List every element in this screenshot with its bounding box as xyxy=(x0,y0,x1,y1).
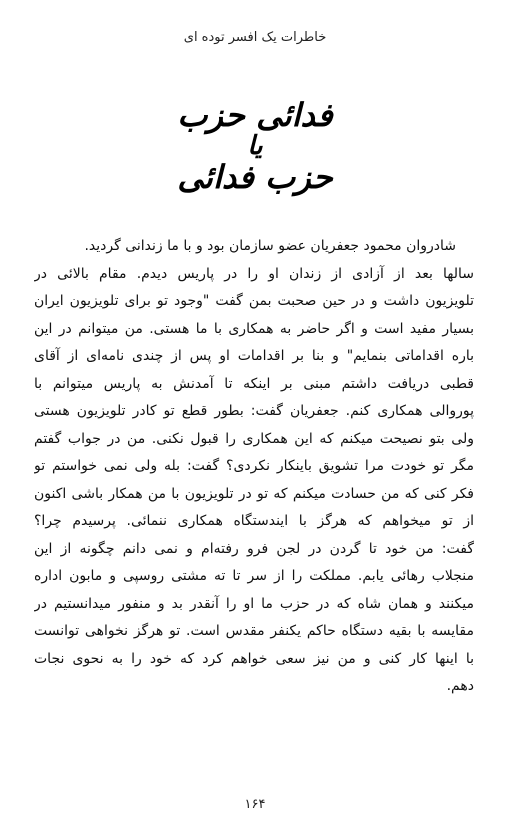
text-line: با اینها کار کنی و من نیز سعی خواهم کرد که خود را به نحوی نجات xyxy=(34,650,474,667)
text-line: قطبی دریافت داشتم مبنی بر اینکه تا آمدنش به پاریس میتوانم با xyxy=(34,375,474,392)
text-line: تلویزیون داشت و در حین صحبت بمن گفت "وجود تو برای تلویزیون ایران xyxy=(34,293,474,309)
chapter-title-line-1: فدائی حزب xyxy=(177,96,333,134)
text-line: از تو میخواهم که هرگز با ایندستگاه همکاری ننمائی. پرسیدم چرا؟ xyxy=(34,513,474,529)
text-line: سالها بعد از آزادی از زندان او را در پاریس دیدم. مقام بالائی در xyxy=(34,265,474,282)
text-line: باره اقداماتی بنمایم" و بنا بر اقدامات او پس از چندی نامه‌ای از آقای xyxy=(34,348,474,364)
chapter-title-line-2: یا xyxy=(247,131,263,161)
text-line: بسیار مفید است و اگر حاضر به همکاری با ما هستی. من میتوانم در این xyxy=(34,320,474,337)
text-line: گفت: من خود تا گردن در لجن فرو رفته‌ام و نمی دانم چگونه از این xyxy=(34,540,474,557)
text-line: ولی بتو نصیحت میکنم که این همکاری را قبول نکنی. من در جواب گفتم xyxy=(34,430,474,447)
text-line: منجلاب رهائی یابم. مملکت را از سر تا ته مشتی روسپی و مابون اداره xyxy=(34,568,474,584)
text-line: میکنند و همان شاه که در حزب ما او را آنقدر بد و منفور میدانستیم در xyxy=(34,595,474,612)
text-line: مگر تو خودت مرا تشویق باینکار نکردی؟ گفت: بله ولی نمی خواستم تو xyxy=(34,458,474,474)
text-line: فکر کنی که من حسادت میکنم که تو در تلویزیون با من همکار باشی اکنون xyxy=(34,485,474,502)
running-header: خاطرات یک افسر توده ای xyxy=(183,30,327,45)
chapter-title-line-3: حزب فدائی xyxy=(177,158,333,196)
text-line: مقایسه با بقیه دستگاه حاکم یکنفر مقدس است. تو هرگز نخواهی توانست xyxy=(34,623,474,639)
page-number: ۱۶۴ xyxy=(244,797,266,812)
text-line: پوروالی همکاری کنم. جعفریان گفت: بطور قطع تو کادر تلویزیون هستی xyxy=(34,403,474,419)
text-line: شادروان محمود جعفریان عضو سازمان بود و با ما زندانی گردید. xyxy=(84,238,456,254)
chapter-title xyxy=(0,95,510,197)
body-paragraph xyxy=(34,233,474,701)
text-line: دهم. xyxy=(446,678,474,694)
